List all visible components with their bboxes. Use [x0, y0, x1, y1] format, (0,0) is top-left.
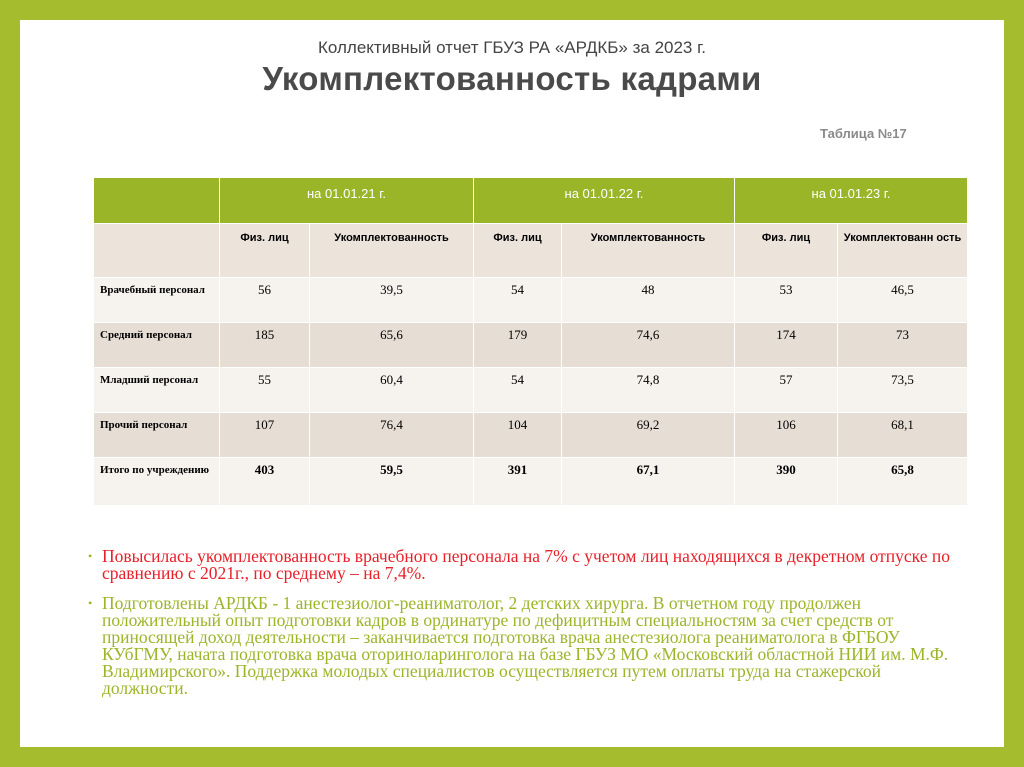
- table-caption: Таблица №17: [820, 126, 907, 141]
- table-cell: 179: [474, 323, 562, 368]
- table-row: [94, 278, 968, 323]
- table-row: [94, 368, 968, 413]
- period-header: на 01.01.23 г.: [735, 178, 968, 224]
- bullet-item: [88, 548, 968, 582]
- table-cell: 65,8: [838, 458, 968, 506]
- table-row: [94, 323, 968, 368]
- table-cell: 106: [735, 413, 838, 458]
- table-cell: 59,5: [310, 458, 474, 506]
- period-header: на 01.01.21 г.: [220, 178, 474, 224]
- table-cell: 54: [474, 278, 562, 323]
- table-cell: 391: [474, 458, 562, 506]
- table-cell: 73: [838, 323, 968, 368]
- table-cell: 46,5: [838, 278, 968, 323]
- column-header: Укомплектованность: [310, 224, 474, 278]
- table-cell: 104: [474, 413, 562, 458]
- corner-cell: [94, 178, 220, 224]
- column-header: Укомплектованность: [562, 224, 735, 278]
- staffing-table: [93, 177, 968, 506]
- table-cell: 57: [735, 368, 838, 413]
- table-cell: 54: [474, 368, 562, 413]
- table-cell: 53: [735, 278, 838, 323]
- table-cell: 73,5: [838, 368, 968, 413]
- column-header-row: [94, 224, 968, 278]
- bullet-text: Повысилась укомплектованность врачебного персонала на 7% с учетом лиц находящихся в декретном отпуске по сравнению с 2021г., по среднему – на 7,4%.: [102, 546, 950, 583]
- table-cell: 56: [220, 278, 310, 323]
- table-cell: 60,4: [310, 368, 474, 413]
- table-cell: 67,1: [562, 458, 735, 506]
- bullet-dot-icon: •: [88, 549, 93, 563]
- bullet-item: [88, 595, 968, 697]
- table-cell: 48: [562, 278, 735, 323]
- column-header: Физ. лиц: [474, 224, 562, 278]
- row-label: Средний персонал: [94, 323, 220, 368]
- table-cell: 68,1: [838, 413, 968, 458]
- bullet-list: [88, 548, 968, 697]
- table-cell: 185: [220, 323, 310, 368]
- period-header-row: [94, 178, 968, 224]
- table-cell: 76,4: [310, 413, 474, 458]
- table-cell: 69,2: [562, 413, 735, 458]
- table-row: [94, 413, 968, 458]
- page-title: Укомплектованность кадрами: [262, 60, 762, 97]
- table-cell: 55: [220, 368, 310, 413]
- period-header: на 01.01.22 г.: [474, 178, 735, 224]
- table-cell: 390: [735, 458, 838, 506]
- row-label: Итого по учреждению: [94, 458, 220, 506]
- table-cell: 174: [735, 323, 838, 368]
- table-cell: 39,5: [310, 278, 474, 323]
- total-row: [94, 458, 968, 506]
- column-header: Физ. лиц: [220, 224, 310, 278]
- column-header: Укомплектованн ость: [838, 224, 968, 278]
- report-subtitle: Коллективный отчет ГБУЗ РА «АРДКБ» за 2023 г.: [318, 38, 706, 57]
- column-header: Физ. лиц: [735, 224, 838, 278]
- table-cell: 403: [220, 458, 310, 506]
- bullet-dot-icon: •: [88, 596, 93, 610]
- row-label: Врачебный персонал: [94, 278, 220, 323]
- row-label: Прочий персонал: [94, 413, 220, 458]
- table-cell: 74,6: [562, 323, 735, 368]
- table-cell: 74,8: [562, 368, 735, 413]
- bullet-text: Подготовлены АРДКБ - 1 анестезиолог-реаниматолог, 2 детских хирурга. В отчетном году продолжен положительный опыт подготовки кадров в ординатуре по дефицитным специальностям за счет средств от приносящей доход деятельности – заканчивается подготовка врача анестезиолога реаниматолога в ФГБОУ КУбГМУ, начата подготовка врача оториноларинголога на базе ГБУЗ МО «Московский областной НИИ им. М.Ф. Владимирского». Поддержка молодых специалистов осуществляется путем оплаты труда на стажерской должности.: [102, 593, 949, 698]
- table-cell: 65,6: [310, 323, 474, 368]
- row-label: Младший персонал: [94, 368, 220, 413]
- table-cell: 107: [220, 413, 310, 458]
- corner-cell: [94, 224, 220, 278]
